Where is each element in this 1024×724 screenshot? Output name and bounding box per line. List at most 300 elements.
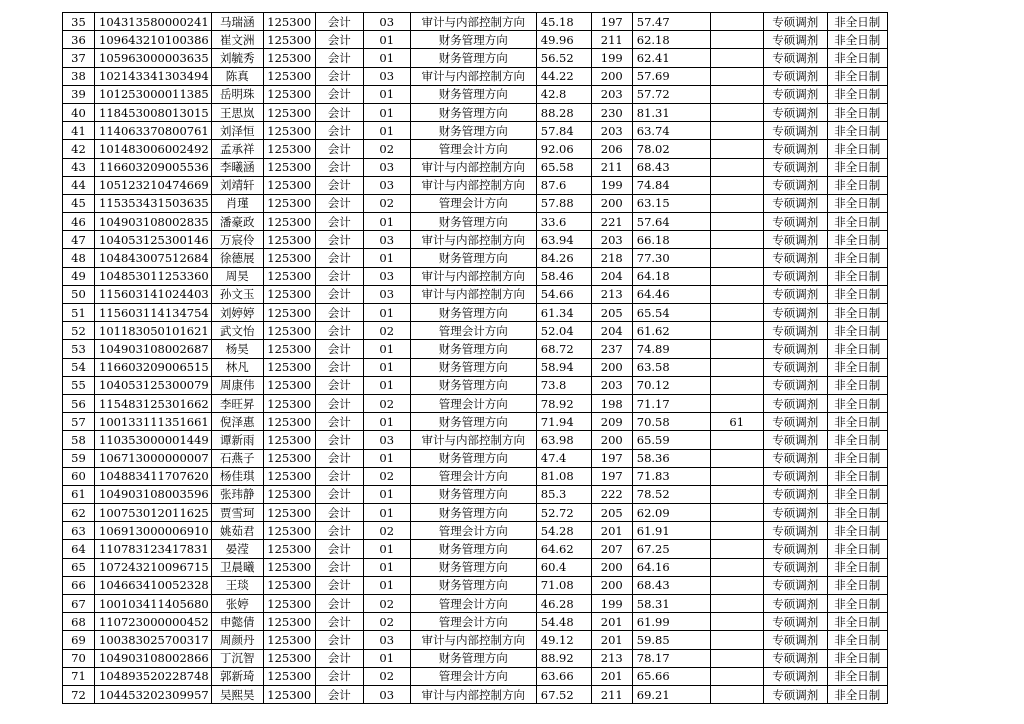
study-mode-cell: 非全日制 [827, 413, 887, 431]
admission-type-cell: 专硕调剂 [763, 649, 827, 667]
table-row [63, 122, 888, 140]
table-row [63, 49, 888, 67]
table-row [63, 431, 888, 449]
direction-code-cell: 02 [363, 667, 410, 685]
row-number-cell: 55 [63, 376, 95, 394]
student-name-cell: 肖瑾 [211, 194, 263, 212]
exam-id-cell: 100383025700317 [95, 631, 212, 649]
direction-name-cell: 管理会计方向 [410, 140, 536, 158]
second-score-cell: 205 [591, 504, 632, 522]
major-code-cell: 125300 [263, 267, 315, 285]
exam-id-cell: 116603209006515 [95, 358, 212, 376]
second-score-cell: 230 [591, 103, 632, 121]
major-name-cell: 会计 [315, 413, 363, 431]
major-code-cell: 125300 [263, 595, 315, 613]
major-name-cell: 会计 [315, 176, 363, 194]
total-score-cell: 63.15 [632, 194, 710, 212]
exam-id-cell: 101183050101621 [95, 322, 212, 340]
extra-score-cell [710, 322, 763, 340]
exam-id-cell: 116603209005536 [95, 158, 212, 176]
direction-code-cell: 03 [363, 685, 410, 703]
row-number-cell: 62 [63, 504, 95, 522]
first-score-cell: 71.08 [536, 576, 591, 594]
direction-code-cell: 03 [363, 431, 410, 449]
total-score-cell: 63.58 [632, 358, 710, 376]
total-score-cell: 61.62 [632, 322, 710, 340]
exam-id-cell: 104903108003596 [95, 485, 212, 503]
major-code-cell: 125300 [263, 394, 315, 412]
first-score-cell: 78.92 [536, 394, 591, 412]
direction-name-cell: 管理会计方向 [410, 613, 536, 631]
major-code-cell: 125300 [263, 194, 315, 212]
major-name-cell: 会计 [315, 249, 363, 267]
total-score-cell: 57.64 [632, 213, 710, 231]
direction-name-cell: 财务管理方向 [410, 449, 536, 467]
exam-id-cell: 104053125300146 [95, 231, 212, 249]
study-mode-cell: 非全日制 [827, 467, 887, 485]
first-score-cell: 88.28 [536, 103, 591, 121]
table-row [63, 31, 888, 49]
student-name-cell: 李旺昇 [211, 394, 263, 412]
total-score-cell: 62.41 [632, 49, 710, 67]
major-name-cell: 会计 [315, 103, 363, 121]
study-mode-cell: 非全日制 [827, 213, 887, 231]
total-score-cell: 70.12 [632, 376, 710, 394]
row-number-cell: 50 [63, 285, 95, 303]
row-number-cell: 36 [63, 31, 95, 49]
exam-id-cell: 102143341303494 [95, 67, 212, 85]
major-name-cell: 会计 [315, 31, 363, 49]
major-name-cell: 会计 [315, 322, 363, 340]
exam-id-cell: 110783123417831 [95, 540, 212, 558]
study-mode-cell: 非全日制 [827, 649, 887, 667]
major-name-cell: 会计 [315, 631, 363, 649]
table-row [63, 685, 888, 703]
total-score-cell: 68.43 [632, 158, 710, 176]
student-name-cell: 王思岚 [211, 103, 263, 121]
direction-code-cell: 01 [363, 122, 410, 140]
major-code-cell: 125300 [263, 540, 315, 558]
table-row [63, 631, 888, 649]
admission-type-cell: 专硕调剂 [763, 140, 827, 158]
exam-id-cell: 107243210096715 [95, 558, 212, 576]
second-score-cell: 205 [591, 304, 632, 322]
total-score-cell: 65.66 [632, 667, 710, 685]
first-score-cell: 60.4 [536, 558, 591, 576]
first-score-cell: 87.6 [536, 176, 591, 194]
direction-code-cell: 03 [363, 158, 410, 176]
student-name-cell: 武文怡 [211, 322, 263, 340]
student-name-cell: 马瑞涵 [211, 13, 263, 31]
study-mode-cell: 非全日制 [827, 376, 887, 394]
admission-type-cell: 专硕调剂 [763, 304, 827, 322]
major-name-cell: 会计 [315, 67, 363, 85]
direction-code-cell: 03 [363, 631, 410, 649]
total-score-cell: 62.18 [632, 31, 710, 49]
major-code-cell: 125300 [263, 31, 315, 49]
second-score-cell: 200 [591, 576, 632, 594]
second-score-cell: 199 [591, 176, 632, 194]
study-mode-cell: 非全日制 [827, 667, 887, 685]
second-score-cell: 200 [591, 431, 632, 449]
direction-code-cell: 01 [363, 31, 410, 49]
direction-code-cell: 01 [363, 213, 410, 231]
study-mode-cell: 非全日制 [827, 122, 887, 140]
row-number-cell: 43 [63, 158, 95, 176]
results-table [62, 12, 888, 704]
admission-type-cell: 专硕调剂 [763, 522, 827, 540]
extra-score-cell [710, 485, 763, 503]
student-name-cell: 刘泽恒 [211, 122, 263, 140]
study-mode-cell: 非全日制 [827, 140, 887, 158]
direction-name-cell: 财务管理方向 [410, 249, 536, 267]
table-row [63, 103, 888, 121]
major-name-cell: 会计 [315, 376, 363, 394]
study-mode-cell: 非全日制 [827, 194, 887, 212]
extra-score-cell [710, 449, 763, 467]
first-score-cell: 64.62 [536, 540, 591, 558]
row-number-cell: 51 [63, 304, 95, 322]
first-score-cell: 63.94 [536, 231, 591, 249]
major-code-cell: 125300 [263, 558, 315, 576]
total-score-cell: 71.17 [632, 394, 710, 412]
direction-code-cell: 01 [363, 558, 410, 576]
extra-score-cell [710, 85, 763, 103]
total-score-cell: 74.84 [632, 176, 710, 194]
table-row [63, 85, 888, 103]
admission-type-cell: 专硕调剂 [763, 194, 827, 212]
first-score-cell: 56.52 [536, 49, 591, 67]
second-score-cell: 221 [591, 213, 632, 231]
extra-score-cell [710, 231, 763, 249]
row-number-cell: 70 [63, 649, 95, 667]
admission-type-cell: 专硕调剂 [763, 595, 827, 613]
major-code-cell: 125300 [263, 140, 315, 158]
study-mode-cell: 非全日制 [827, 85, 887, 103]
direction-code-cell: 03 [363, 267, 410, 285]
exam-id-cell: 104843007512684 [95, 249, 212, 267]
student-name-cell: 杨佳琪 [211, 467, 263, 485]
major-name-cell: 会计 [315, 467, 363, 485]
first-score-cell: 81.08 [536, 467, 591, 485]
direction-name-cell: 财务管理方向 [410, 340, 536, 358]
direction-name-cell: 审计与内部控制方向 [410, 431, 536, 449]
admission-type-cell: 专硕调剂 [763, 576, 827, 594]
study-mode-cell: 非全日制 [827, 13, 887, 31]
exam-id-cell: 104893520228748 [95, 667, 212, 685]
extra-score-cell: 61 [710, 413, 763, 431]
direction-code-cell: 03 [363, 285, 410, 303]
table-row [63, 485, 888, 503]
student-name-cell: 林凡 [211, 358, 263, 376]
admission-type-cell: 专硕调剂 [763, 394, 827, 412]
study-mode-cell: 非全日制 [827, 267, 887, 285]
direction-name-cell: 管理会计方向 [410, 595, 536, 613]
row-number-cell: 59 [63, 449, 95, 467]
direction-code-cell: 01 [363, 49, 410, 67]
study-mode-cell: 非全日制 [827, 31, 887, 49]
first-score-cell: 71.94 [536, 413, 591, 431]
direction-code-cell: 02 [363, 467, 410, 485]
study-mode-cell: 非全日制 [827, 540, 887, 558]
major-name-cell: 会计 [315, 449, 363, 467]
direction-name-cell: 审计与内部控制方向 [410, 231, 536, 249]
second-score-cell: 200 [591, 67, 632, 85]
major-code-cell: 125300 [263, 285, 315, 303]
table-row [63, 376, 888, 394]
extra-score-cell [710, 194, 763, 212]
exam-id-cell: 115353431503635 [95, 194, 212, 212]
student-name-cell: 谭新雨 [211, 431, 263, 449]
table-row [63, 13, 888, 31]
second-score-cell: 206 [591, 140, 632, 158]
admission-type-cell: 专硕调剂 [763, 340, 827, 358]
direction-code-cell: 03 [363, 13, 410, 31]
total-score-cell: 78.52 [632, 485, 710, 503]
exam-id-cell: 100753012011625 [95, 504, 212, 522]
table-row [63, 267, 888, 285]
exam-id-cell: 110723000000452 [95, 613, 212, 631]
student-name-cell: 张玮静 [211, 485, 263, 503]
second-score-cell: 200 [591, 358, 632, 376]
direction-code-cell: 02 [363, 522, 410, 540]
row-number-cell: 52 [63, 322, 95, 340]
student-name-cell: 申懿倩 [211, 613, 263, 631]
second-score-cell: 213 [591, 649, 632, 667]
second-score-cell: 211 [591, 158, 632, 176]
second-score-cell: 201 [591, 667, 632, 685]
table-row [63, 504, 888, 522]
total-score-cell: 57.47 [632, 13, 710, 31]
total-score-cell: 65.59 [632, 431, 710, 449]
direction-name-cell: 管理会计方向 [410, 467, 536, 485]
study-mode-cell: 非全日制 [827, 576, 887, 594]
table-row [63, 140, 888, 158]
student-name-cell: 徐德展 [211, 249, 263, 267]
first-score-cell: 49.12 [536, 631, 591, 649]
second-score-cell: 209 [591, 413, 632, 431]
table-row [63, 340, 888, 358]
first-score-cell: 54.28 [536, 522, 591, 540]
extra-score-cell [710, 431, 763, 449]
extra-score-cell [710, 267, 763, 285]
first-score-cell: 44.22 [536, 67, 591, 85]
major-code-cell: 125300 [263, 103, 315, 121]
direction-code-cell: 02 [363, 140, 410, 158]
row-number-cell: 66 [63, 576, 95, 594]
total-score-cell: 64.16 [632, 558, 710, 576]
study-mode-cell: 非全日制 [827, 449, 887, 467]
study-mode-cell: 非全日制 [827, 522, 887, 540]
direction-code-cell: 01 [363, 649, 410, 667]
major-code-cell: 125300 [263, 431, 315, 449]
exam-id-cell: 104903108002687 [95, 340, 212, 358]
row-number-cell: 45 [63, 194, 95, 212]
major-code-cell: 125300 [263, 249, 315, 267]
direction-code-cell: 03 [363, 67, 410, 85]
total-score-cell: 57.69 [632, 67, 710, 85]
major-name-cell: 会计 [315, 485, 363, 503]
exam-id-cell: 118453008013015 [95, 103, 212, 121]
major-code-cell: 125300 [263, 176, 315, 194]
direction-name-cell: 财务管理方向 [410, 558, 536, 576]
table-row [63, 649, 888, 667]
admission-type-cell: 专硕调剂 [763, 103, 827, 121]
study-mode-cell: 非全日制 [827, 613, 887, 631]
exam-id-cell: 104903108002866 [95, 649, 212, 667]
student-name-cell: 倪泽惠 [211, 413, 263, 431]
student-name-cell: 晏滢 [211, 540, 263, 558]
admission-type-cell: 专硕调剂 [763, 231, 827, 249]
table-row [63, 449, 888, 467]
study-mode-cell: 非全日制 [827, 304, 887, 322]
second-score-cell: 199 [591, 595, 632, 613]
direction-code-cell: 01 [363, 449, 410, 467]
major-code-cell: 125300 [263, 413, 315, 431]
total-score-cell: 69.21 [632, 685, 710, 703]
direction-code-cell: 02 [363, 595, 410, 613]
total-score-cell: 59.85 [632, 631, 710, 649]
student-name-cell: 贾雪珂 [211, 504, 263, 522]
major-code-cell: 125300 [263, 576, 315, 594]
extra-score-cell [710, 140, 763, 158]
admission-type-cell: 专硕调剂 [763, 249, 827, 267]
first-score-cell: 88.92 [536, 649, 591, 667]
table-row [63, 413, 888, 431]
extra-score-cell [710, 667, 763, 685]
first-score-cell: 92.06 [536, 140, 591, 158]
exam-id-cell: 115603141024403 [95, 285, 212, 303]
row-number-cell: 60 [63, 467, 95, 485]
second-score-cell: 203 [591, 231, 632, 249]
row-number-cell: 42 [63, 140, 95, 158]
direction-name-cell: 管理会计方向 [410, 667, 536, 685]
admission-type-cell: 专硕调剂 [763, 467, 827, 485]
major-code-cell: 125300 [263, 667, 315, 685]
total-score-cell: 68.43 [632, 576, 710, 594]
major-code-cell: 125300 [263, 67, 315, 85]
direction-name-cell: 财务管理方向 [410, 540, 536, 558]
first-score-cell: 85.3 [536, 485, 591, 503]
direction-code-cell: 01 [363, 413, 410, 431]
extra-score-cell [710, 340, 763, 358]
row-number-cell: 71 [63, 667, 95, 685]
study-mode-cell: 非全日制 [827, 340, 887, 358]
study-mode-cell: 非全日制 [827, 249, 887, 267]
row-number-cell: 65 [63, 558, 95, 576]
table-row [63, 249, 888, 267]
major-name-cell: 会计 [315, 613, 363, 631]
table-row [63, 613, 888, 631]
major-name-cell: 会计 [315, 285, 363, 303]
student-name-cell: 孟承祥 [211, 140, 263, 158]
admission-type-cell: 专硕调剂 [763, 285, 827, 303]
table-row [63, 394, 888, 412]
study-mode-cell: 非全日制 [827, 322, 887, 340]
row-number-cell: 72 [63, 685, 95, 703]
exam-id-cell: 100133111351661 [95, 413, 212, 431]
major-name-cell: 会计 [315, 231, 363, 249]
direction-code-cell: 01 [363, 103, 410, 121]
row-number-cell: 37 [63, 49, 95, 67]
major-code-cell: 125300 [263, 449, 315, 467]
extra-score-cell [710, 49, 763, 67]
first-score-cell: 73.8 [536, 376, 591, 394]
direction-code-cell: 01 [363, 576, 410, 594]
exam-id-cell: 104663410052328 [95, 576, 212, 594]
direction-name-cell: 审计与内部控制方向 [410, 631, 536, 649]
study-mode-cell: 非全日制 [827, 431, 887, 449]
first-score-cell: 84.26 [536, 249, 591, 267]
direction-name-cell: 财务管理方向 [410, 85, 536, 103]
row-number-cell: 68 [63, 613, 95, 631]
extra-score-cell [710, 122, 763, 140]
study-mode-cell: 非全日制 [827, 49, 887, 67]
extra-score-cell [710, 522, 763, 540]
study-mode-cell: 非全日制 [827, 358, 887, 376]
table-row [63, 358, 888, 376]
direction-name-cell: 财务管理方向 [410, 49, 536, 67]
exam-id-cell: 110353000001449 [95, 431, 212, 449]
major-code-cell: 125300 [263, 504, 315, 522]
student-name-cell: 崔文洲 [211, 31, 263, 49]
exam-id-cell: 104053125300079 [95, 376, 212, 394]
major-code-cell: 125300 [263, 613, 315, 631]
extra-score-cell [710, 249, 763, 267]
major-name-cell: 会计 [315, 85, 363, 103]
table-row [63, 194, 888, 212]
row-number-cell: 53 [63, 340, 95, 358]
major-code-cell: 125300 [263, 631, 315, 649]
row-number-cell: 64 [63, 540, 95, 558]
major-name-cell: 会计 [315, 649, 363, 667]
direction-code-cell: 01 [363, 340, 410, 358]
student-name-cell: 丁沉智 [211, 649, 263, 667]
student-name-cell: 刘毓秀 [211, 49, 263, 67]
major-name-cell: 会计 [315, 522, 363, 540]
direction-name-cell: 财务管理方向 [410, 122, 536, 140]
row-number-cell: 48 [63, 249, 95, 267]
exam-id-cell: 115603114134754 [95, 304, 212, 322]
second-score-cell: 211 [591, 685, 632, 703]
direction-name-cell: 审计与内部控制方向 [410, 13, 536, 31]
major-code-cell: 125300 [263, 649, 315, 667]
first-score-cell: 49.96 [536, 31, 591, 49]
direction-name-cell: 财务管理方向 [410, 31, 536, 49]
study-mode-cell: 非全日制 [827, 558, 887, 576]
row-number-cell: 38 [63, 67, 95, 85]
admission-type-cell: 专硕调剂 [763, 358, 827, 376]
first-score-cell: 57.84 [536, 122, 591, 140]
major-code-cell: 125300 [263, 231, 315, 249]
extra-score-cell [710, 213, 763, 231]
row-number-cell: 46 [63, 213, 95, 231]
second-score-cell: 203 [591, 376, 632, 394]
total-score-cell: 65.54 [632, 304, 710, 322]
first-score-cell: 47.4 [536, 449, 591, 467]
extra-score-cell [710, 631, 763, 649]
total-score-cell: 58.36 [632, 449, 710, 467]
direction-name-cell: 财务管理方向 [410, 413, 536, 431]
exam-id-cell: 114063370800761 [95, 122, 212, 140]
second-score-cell: 218 [591, 249, 632, 267]
second-score-cell: 197 [591, 13, 632, 31]
row-number-cell: 67 [63, 595, 95, 613]
admission-type-cell: 专硕调剂 [763, 413, 827, 431]
extra-score-cell [710, 540, 763, 558]
total-score-cell: 61.99 [632, 613, 710, 631]
row-number-cell: 54 [63, 358, 95, 376]
